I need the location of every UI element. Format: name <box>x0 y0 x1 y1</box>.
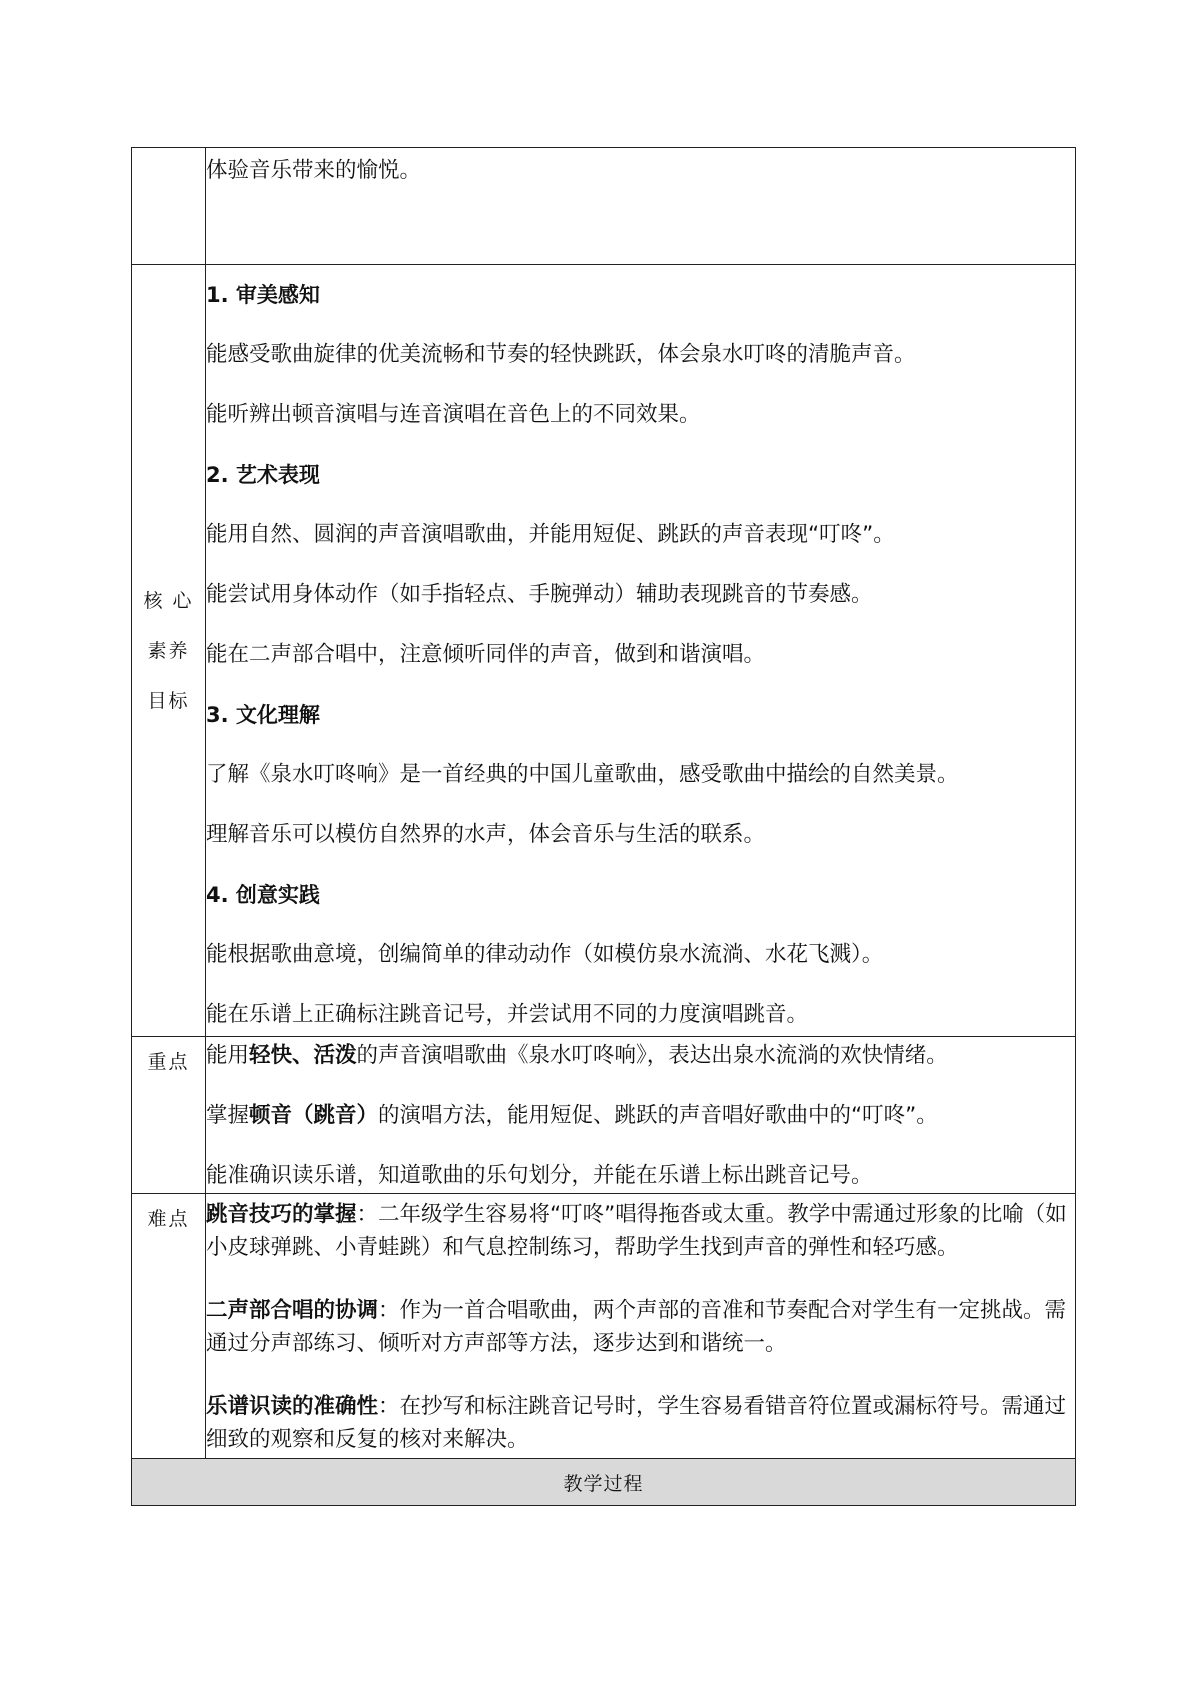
key-point-1-pre: 能用 <box>206 1043 250 1068</box>
core-goals-content <box>206 265 1076 1037</box>
teaching-process-row <box>132 1459 1076 1506</box>
difficulties-content <box>206 1194 1076 1459</box>
goal-line: 了解《泉水叮咚响》是一首经典的中国儿童歌曲，感受歌曲中描绘的自然美景。 <box>206 762 959 787</box>
goal-line: 能用自然、圆润的声音演唱歌曲，并能用短促、跳跃的声音表现“叮咚”。 <box>206 522 895 547</box>
key-point-2 <box>206 1101 1075 1131</box>
goal-line: 能感受歌曲旋律的优美流畅和节奏的轻快跳跃，体会泉水叮咚的清脆声音。 <box>206 342 916 367</box>
key-point-2-bold: 顿音（跳音） <box>249 1103 379 1128</box>
difficulty-text: ：二年级学生容易将“叮咚”唱得拖沓或太重。教学中需通过形象的比喻（如小皮球弹跳、小青蛙跳）和气息控制练习，帮助学生找到声音的弹性和轻巧感。 <box>206 1202 1067 1260</box>
difficulty-item <box>206 1198 1075 1264</box>
core-goals-row <box>132 265 1076 1037</box>
key-points-row <box>132 1037 1076 1194</box>
goal-line: 能听辨出顿音演唱与连音演唱在音色上的不同效果。 <box>206 402 701 427</box>
section-title-expression: 2. 艺术表现 <box>206 463 320 487</box>
difficulty-lead: 二声部合唱的协调 <box>206 1298 379 1323</box>
key-points-content <box>206 1037 1076 1194</box>
difficulty-lead: 乐谱识读的准确性 <box>206 1394 379 1419</box>
key-point-2-post: 的演唱方法，能用短促、跳跃的声音唱好歌曲中的“叮咚”。 <box>378 1103 938 1128</box>
key-point-1 <box>206 1041 1075 1071</box>
difficulty-item <box>206 1390 1075 1456</box>
core-goals-label <box>132 265 206 1037</box>
lesson-plan-table <box>131 147 1076 1506</box>
difficulties-row <box>132 1194 1076 1459</box>
goal-line: 理解音乐可以模仿自然界的水声，体会音乐与生活的联系。 <box>206 822 766 847</box>
goal-line: 能在乐谱上正确标注跳音记号，并尝试用不同的力度演唱跳音。 <box>206 1002 809 1027</box>
key-points-label: 重点 <box>132 1037 206 1194</box>
goal-line: 能在二声部合唱中，注意倾听同伴的声音，做到和谐演唱。 <box>206 642 766 667</box>
difficulty-item <box>206 1294 1075 1360</box>
difficulties-label: 难点 <box>132 1194 206 1459</box>
key-point-2-pre: 掌握 <box>206 1103 250 1128</box>
difficulty-text: ：在抄写和标注跳音记号时，学生容易看错音符位置或漏标符号。需通过细致的观察和反复的核对来解决。 <box>206 1394 1067 1452</box>
goal-line: 能根据歌曲意境，创编简单的律动动作（如模仿泉水流淌、水花飞溅）。 <box>206 942 884 967</box>
label-line: 目标 <box>147 689 190 712</box>
key-point-1-bold: 轻快、活泼 <box>249 1043 357 1068</box>
difficulty-lead: 跳音技巧的掌握 <box>206 1202 357 1227</box>
intro-content-cell <box>206 148 1076 265</box>
intro-row <box>132 148 1076 265</box>
key-point-3: 能准确识读乐谱，知道歌曲的乐句划分，并能在乐谱上标出跳音记号。 <box>206 1163 873 1188</box>
label-line: 素养 <box>147 639 190 662</box>
goal-line: 能尝试用身体动作（如手指轻点、手腕弹动）辅助表现跳音的节奏感。 <box>206 582 873 607</box>
key-point-1-post: 的声音演唱歌曲《泉水叮咚响》，表达出泉水流淌的欢快情绪。 <box>356 1043 948 1068</box>
section-title-aesthetic: 1. 审美感知 <box>206 283 320 307</box>
intro-text: 体验音乐带来的愉悦。 <box>206 158 422 183</box>
teaching-process-header: 教学过程 <box>132 1459 1076 1506</box>
section-title-culture: 3. 文化理解 <box>206 703 320 727</box>
intro-label-cell <box>132 148 206 265</box>
difficulty-text: ：作为一首合唱歌曲，两个声部的音准和节奏配合对学生有一定挑战。需通过分声部练习、倾听对方声部等方法，逐步达到和谐统一。 <box>206 1298 1067 1356</box>
label-line: 核 心 <box>143 589 194 612</box>
section-title-practice: 4. 创意实践 <box>206 883 320 907</box>
